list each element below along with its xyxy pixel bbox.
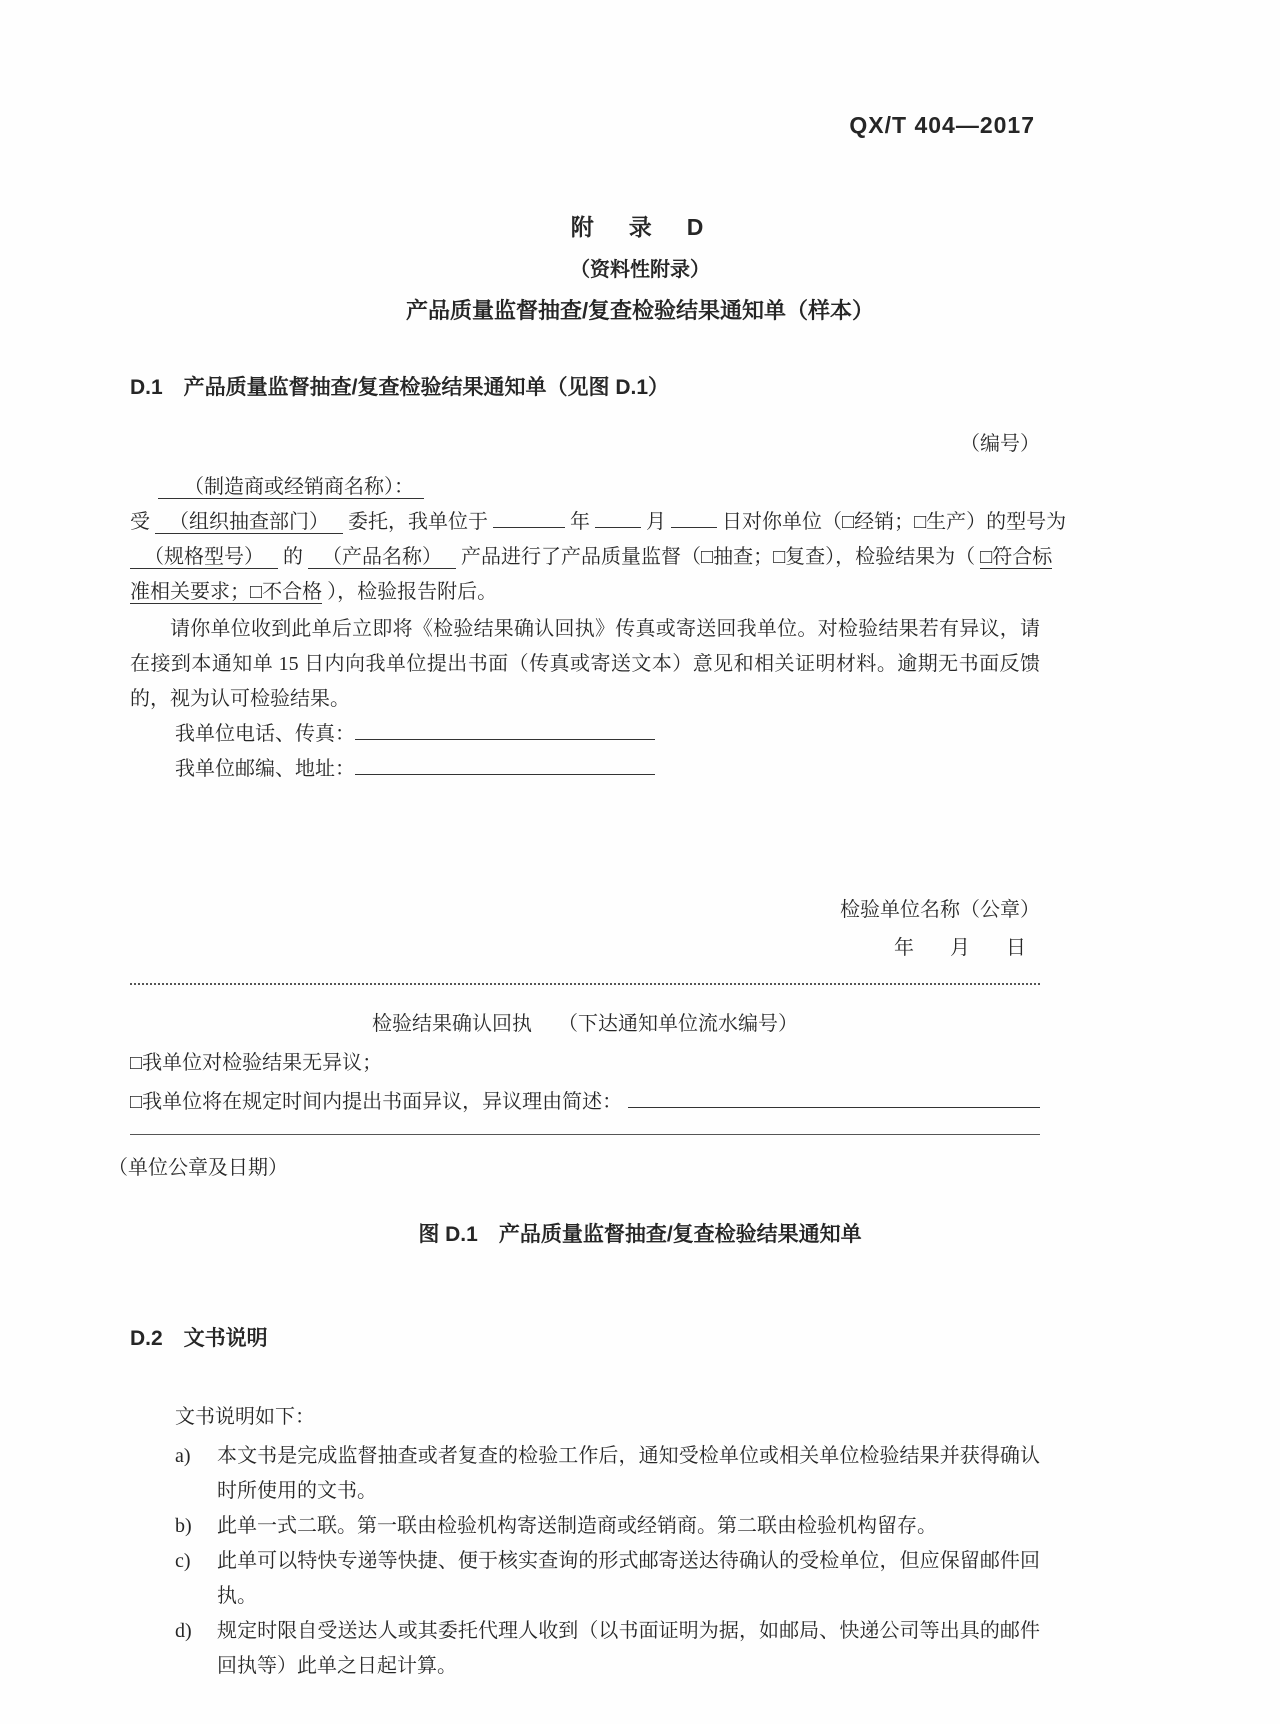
line2-text-1: 受 (130, 511, 150, 533)
product-name-field: （产品名称） (308, 546, 456, 569)
d2-list (175, 1439, 1040, 1684)
notice-form (108, 470, 1067, 1186)
list-item-text: 规定时限自受送达人或其委托代理人收到（以书面证明为据，如邮局、快递公司等出具的邮件回执等）此单之日起计算。 (217, 1620, 1040, 1677)
dotted-divider (130, 983, 1040, 985)
signature-date-line: 年 月 日 (894, 937, 1034, 959)
appendix-title: 附 录 D (570, 214, 710, 240)
result-option-start: □符合标 (980, 546, 1053, 568)
reply-instructions-paragraph: 请你单位收到此单后立即将《检验结果确认回执》传真或寄送回我单位。对检验结果若有异议，请在接到本通知单 15 日内向我单位提出书面（传真或寄送文本）意见和相关证明材料。逾期无书面反馈的，视为认可检验结果。 (130, 618, 1040, 710)
phone-fax-label: 我单位电话、传真： (175, 723, 355, 745)
receipt-title: 检验结果确认回执 (372, 1013, 532, 1035)
form-number-label: （编号） (960, 433, 1040, 455)
postcode-address-field (355, 754, 655, 775)
appendix-subtitle: （资料性附录） (570, 259, 710, 281)
receipt-option-no-objection: □我单位对检验结果无异议； (130, 1052, 383, 1074)
receipt-title-line (130, 1007, 1040, 1042)
postcode-address-label: 我单位邮编、地址： (175, 758, 355, 780)
line2-year-label: 年 (570, 511, 590, 533)
blank-month-field (595, 507, 641, 528)
list-item-text: 此单一式二联。第一联由检验机构寄送制造商或经销商。第二联由检验机构留存。 (217, 1515, 937, 1537)
title-block (0, 209, 1280, 325)
line2-month-label: 月 (646, 511, 666, 533)
list-item-label: a) (175, 1445, 191, 1467)
list-item (175, 1439, 1040, 1509)
receipt-serial-label: （下达通知单位流水编号） (558, 1013, 798, 1035)
result-option-end: 准相关要求；□不合格 (130, 581, 323, 603)
addressee-underlined: （制造商或经销商名称）： (158, 476, 424, 499)
solid-divider (130, 1134, 1040, 1135)
form-body (108, 427, 1067, 1186)
line2-text-2: 委托，我单位于 (348, 511, 488, 533)
phone-fax-line (130, 717, 1040, 752)
list-item-text: 本文书是完成监督抽查或者复查的检验工作后，通知受检单位或相关单位检验结果并获得确认时所使用的文书。 (217, 1445, 1040, 1502)
receipt-option-objection (130, 1085, 1040, 1120)
d2-intro: 文书说明如下： (175, 1406, 315, 1428)
inspection-unit-seal-label: 检验单位名称（公章） (840, 899, 1040, 921)
objection-reason-field (628, 1087, 1040, 1108)
spec-model-field: （规格型号） (130, 546, 278, 569)
list-item-label: c) (175, 1550, 191, 1572)
signature-block (130, 891, 1040, 967)
figure-d1-caption: 图 D.1 产品质量监督抽查/复查检验结果通知单 (418, 1223, 862, 1246)
form-sample-title: 产品质量监督抽查/复查检验结果通知单（样本） (405, 298, 875, 323)
phone-fax-field (355, 719, 655, 740)
standard-code: QX/T 404—2017 (849, 112, 1035, 138)
unit-seal-date-note: （单位公章及日期） (108, 1157, 288, 1179)
section-d2-heading: D.2 文书说明 (130, 1327, 268, 1350)
list-item (175, 1614, 1040, 1684)
list-item (175, 1544, 1040, 1614)
list-item (175, 1509, 1040, 1544)
postcode-address-line (130, 752, 1040, 787)
form-line-4 (130, 575, 1040, 610)
list-item-label: b) (175, 1515, 192, 1537)
line3-text-1: 的 (283, 546, 303, 568)
org-dept-field: （组织抽查部门） (155, 511, 343, 534)
list-item-label: d) (175, 1620, 192, 1642)
addressee-line (130, 470, 1040, 505)
line4-text-1: ），检验报告附后。 (327, 581, 498, 603)
blank-year-field (493, 507, 565, 528)
line2-text-3: 日对你单位（□经销；□生产）的型号为 (722, 511, 1067, 533)
line3-text-2: 产品进行了产品质量监督（□抽查；□复查），检验结果为（ (461, 546, 976, 568)
blank-day-field (671, 507, 717, 528)
form-line-3 (130, 540, 1053, 575)
section-d1-heading: D.1 产品质量监督抽查/复查检验结果通知单（见图 D.1） (130, 376, 670, 399)
objection-option-label: □我单位将在规定时间内提出书面异议，异议理由简述： (130, 1091, 623, 1113)
list-item-text: 此单可以特快专递等快捷、便于核实查询的形式邮寄送达待确认的受检单位，但应保留邮件回执。 (217, 1550, 1040, 1607)
form-line-2 (130, 505, 1067, 540)
